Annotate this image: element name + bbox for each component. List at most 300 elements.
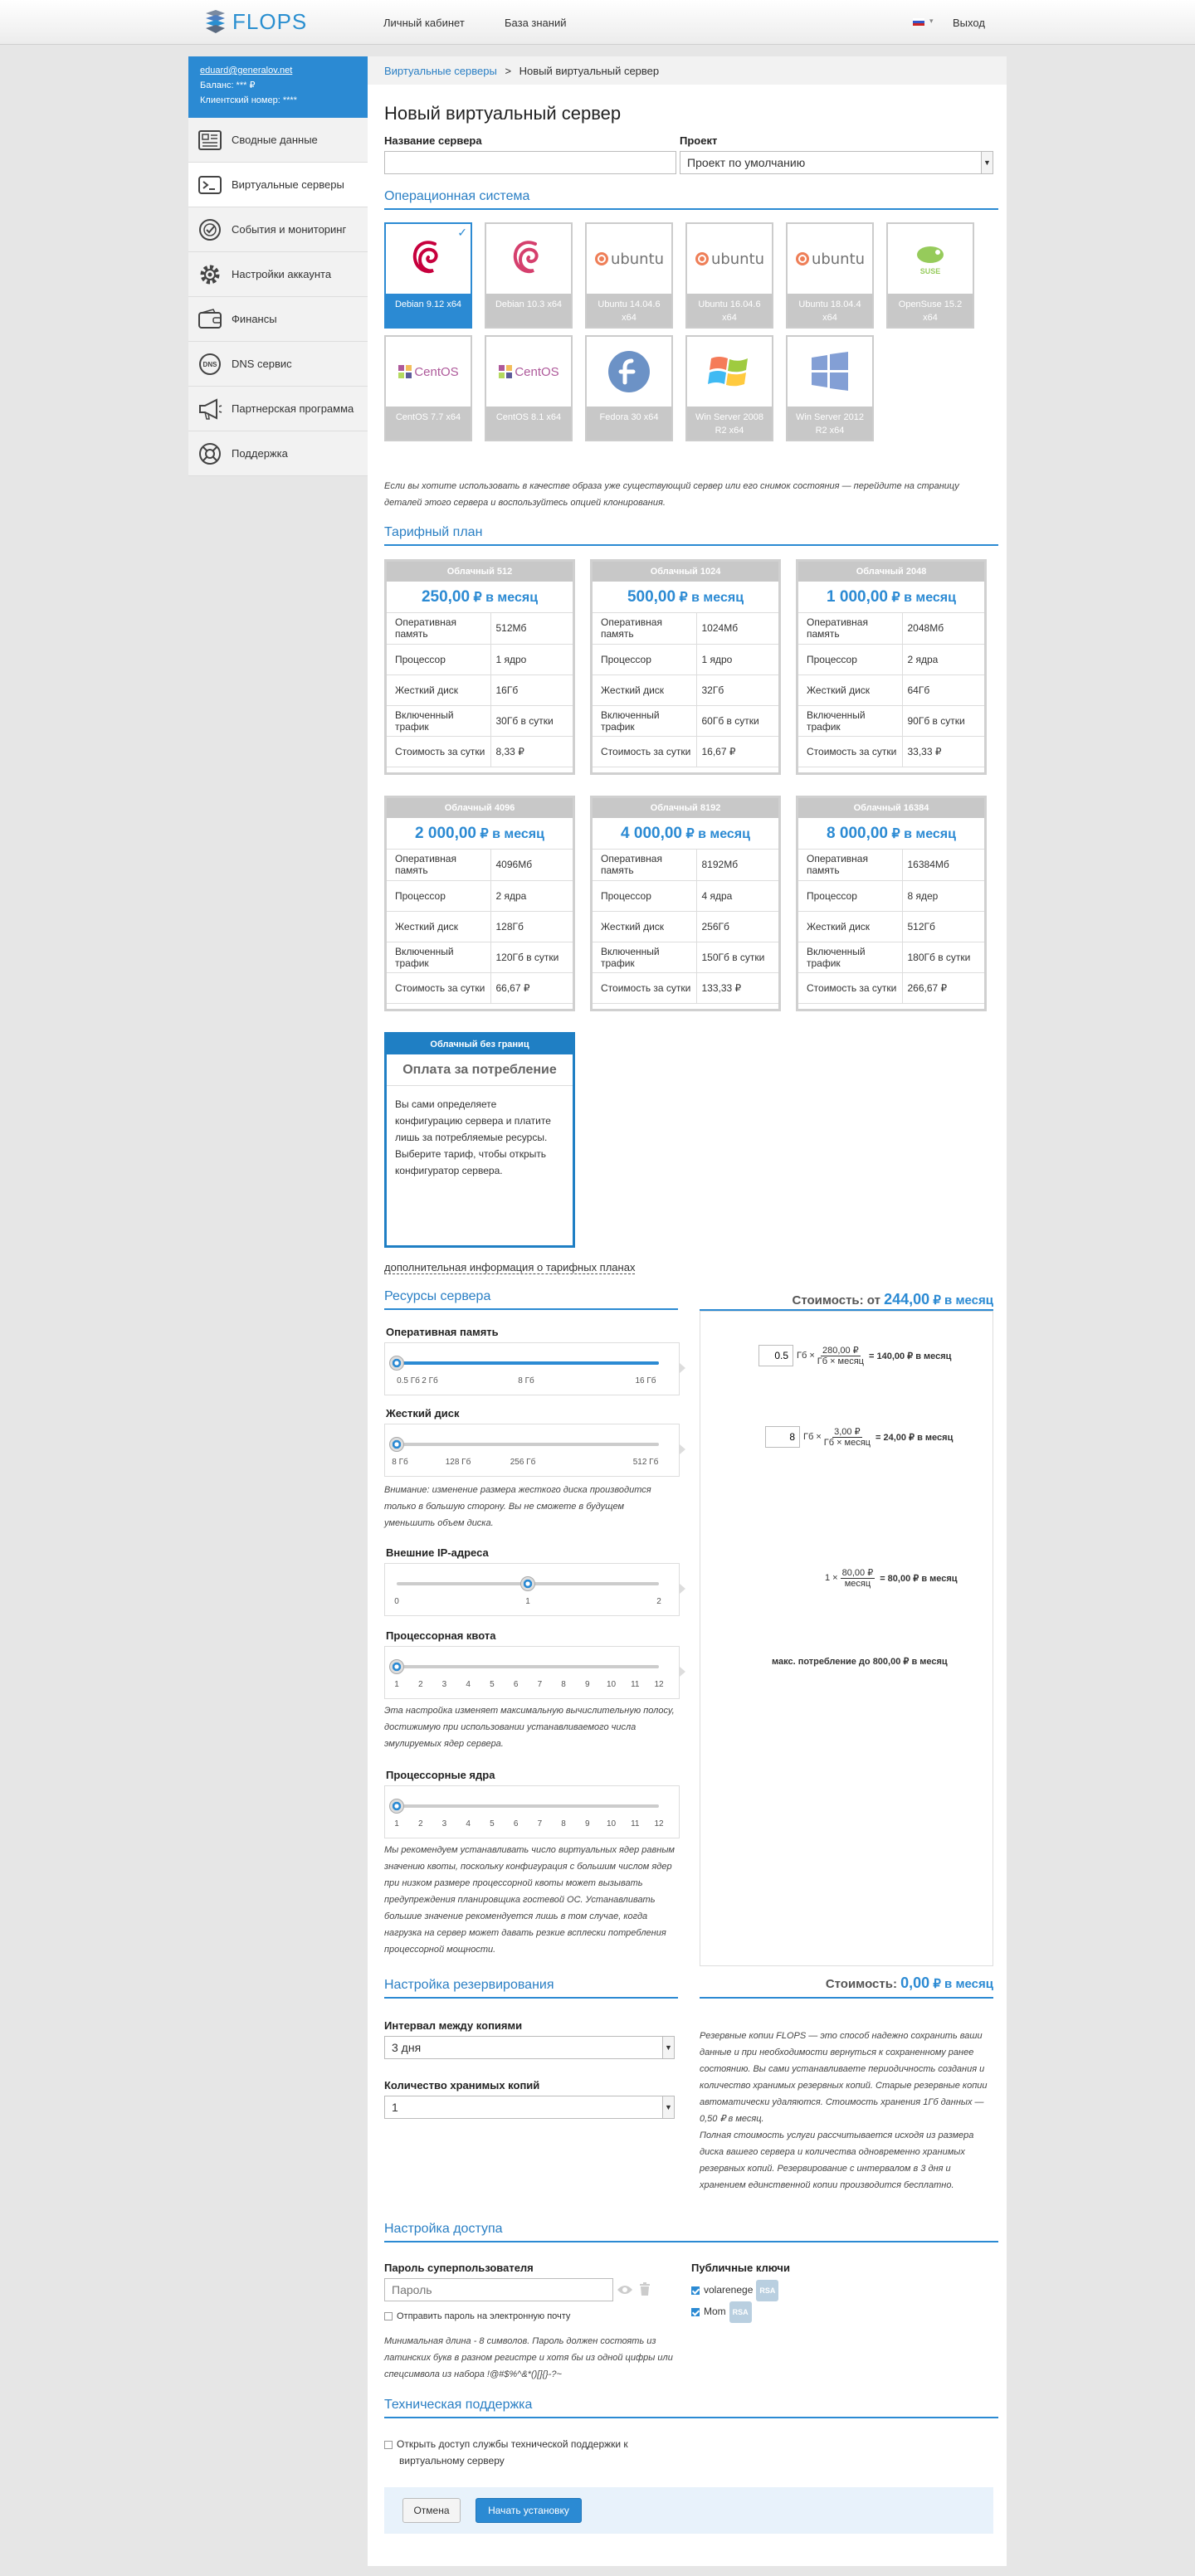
support-access-label: Открыть доступ службы технической поддержки к виртуальному серверу bbox=[397, 2438, 628, 2466]
plan-row-value: 30Гб в сутки bbox=[490, 705, 573, 736]
slider-tick-label: 6 bbox=[513, 1819, 519, 1829]
slider-tick-label: 9 bbox=[585, 1680, 590, 1689]
user-email[interactable]: eduard@generalov.net bbox=[200, 66, 293, 75]
plan-row-value: 33,33 ₽ bbox=[902, 736, 984, 767]
public-keys-label: Публичные ключи bbox=[691, 2262, 790, 2274]
resources-cost-suffix: ₽ в месяц bbox=[929, 1293, 993, 1307]
ubuntu-icon: ubuntu bbox=[788, 224, 872, 294]
sidebar-item-finance[interactable] bbox=[188, 297, 368, 342]
logo[interactable] bbox=[202, 8, 307, 35]
backup-info-2: Полная стоимость услуги рассчитывается исходя из размера диска вашего сервера и количества одновременно хранимых резервных копий. Резервирование с интервалом в 3 дня и хранением единственной копии производится бесплатно. bbox=[700, 2130, 974, 2190]
sidebar-item-dashboard[interactable] bbox=[188, 118, 368, 163]
plan-row-label: Жесткий диск bbox=[593, 674, 696, 705]
os-option[interactable] bbox=[384, 222, 472, 329]
dns-icon bbox=[197, 351, 223, 377]
centos-icon: CentOS bbox=[386, 337, 471, 407]
plan-row bbox=[387, 705, 573, 736]
email-password-checkbox[interactable] bbox=[384, 2311, 570, 2321]
nav-account[interactable]: Личный кабинет bbox=[383, 17, 465, 29]
top-bar bbox=[0, 0, 1195, 45]
plan-row bbox=[798, 911, 984, 942]
disk-slider-handle[interactable] bbox=[389, 1437, 404, 1452]
plan-row-label: Процессор bbox=[387, 880, 490, 911]
server-name-input[interactable] bbox=[384, 151, 676, 174]
os-option-label: Ubuntu 14.04.6 x64 bbox=[587, 294, 671, 327]
plan-row-value: 120Гб в сутки bbox=[490, 942, 573, 972]
windows-icon bbox=[788, 337, 872, 407]
opensuse-icon: SUSE bbox=[888, 224, 973, 294]
form-actions bbox=[384, 2487, 993, 2534]
slider-tick-label: 128 Гб bbox=[445, 1458, 471, 1467]
plans-section-title: Тарифный план bbox=[384, 525, 998, 546]
plan-row-value: 4 ядра bbox=[696, 880, 778, 911]
chevron-down-icon: ▼ bbox=[662, 2096, 674, 2118]
ram-calc bbox=[758, 1345, 951, 1366]
breadcrumb-parent[interactable]: Виртуальные серверы bbox=[384, 65, 497, 77]
slider-tick-label: 1 bbox=[525, 1597, 530, 1606]
nav-knowledge-base[interactable]: База знаний bbox=[505, 17, 567, 29]
chevron-down-icon: ▼ bbox=[662, 2037, 674, 2058]
sidebar-item-account-settings[interactable] bbox=[188, 252, 368, 297]
svg-text:DNS: DNS bbox=[202, 360, 217, 368]
plan-row-value: 256Гб bbox=[696, 911, 778, 942]
slider-tick-label: 512 Гб bbox=[632, 1458, 659, 1467]
plan-row bbox=[387, 942, 573, 972]
plan-row bbox=[593, 942, 778, 972]
plan-card[interactable] bbox=[384, 559, 575, 775]
sidebar-item-partners[interactable] bbox=[188, 387, 368, 431]
resources-section-title: Ресурсы сервера bbox=[384, 1289, 678, 1310]
plan-row-label: Процессор bbox=[593, 644, 696, 674]
plan-row-value: 512Мб bbox=[490, 613, 573, 644]
slider-tick-label: 256 Гб bbox=[510, 1458, 536, 1467]
plan-row-label: Жесткий диск bbox=[593, 911, 696, 942]
ip-calc-price: 80,00 ₽ bbox=[841, 1568, 874, 1578]
dashboard-icon bbox=[197, 127, 223, 153]
key-type-badge: RSA bbox=[756, 2280, 778, 2301]
plan-row-value: 66,67 ₽ bbox=[490, 972, 573, 1003]
sidebar-item-label: Партнерская программа bbox=[232, 402, 354, 415]
ram-label: Оперативная память bbox=[386, 1326, 499, 1338]
plan-row-label: Включенный трафик bbox=[593, 705, 696, 736]
slider-tick-label: 3 bbox=[441, 1680, 447, 1689]
plan-row-label: Стоимость за сутки bbox=[387, 972, 490, 1003]
project-select-value: Проект по умолчанию bbox=[687, 156, 806, 169]
clone-note: Если вы хотите использовать в качестве образа уже существующий сервер или его снимок состояния — перейдите на страницу деталей этого сервера и воспользуйтесь опцией клонирования. bbox=[384, 481, 959, 508]
plan-row-label: Включенный трафик bbox=[798, 705, 902, 736]
disk-calc bbox=[765, 1426, 953, 1448]
slider-tick-label: 8 Гб bbox=[518, 1376, 534, 1385]
quota-slider[interactable] bbox=[384, 1646, 680, 1699]
slider-tick-label: 8 bbox=[561, 1819, 566, 1829]
disk-calc-unit: Гб × bbox=[803, 1432, 822, 1442]
checkbox-checked-icon[interactable] bbox=[691, 2308, 700, 2316]
ip-calc-prefix: 1 × bbox=[825, 1573, 838, 1583]
backup-section-title: Настройка резервирования bbox=[384, 1978, 678, 1999]
checkbox-checked-icon[interactable] bbox=[691, 2286, 700, 2295]
plan-row-label: Стоимость за сутки bbox=[593, 972, 696, 1003]
plan-row-value: 1 ядро bbox=[696, 644, 778, 674]
plan-price: 4 000,00 ₽ в месяц bbox=[593, 818, 778, 850]
project-label: Проект bbox=[680, 134, 718, 147]
plan-row-value: 16384Мб bbox=[902, 850, 984, 880]
sidebar-item-label: Финансы bbox=[232, 313, 277, 325]
backup-count-label: Количество хранимых копий bbox=[384, 2079, 540, 2091]
os-option-label: Debian 9.12 x64 bbox=[386, 294, 471, 327]
key-type-badge: RSA bbox=[729, 2301, 752, 2323]
plan-row-label: Включенный трафик bbox=[593, 942, 696, 972]
plan-row-value: 8 ядер bbox=[902, 880, 984, 911]
slider-tick-label: 8 bbox=[561, 1680, 566, 1689]
plan-row-label: Стоимость за сутки bbox=[593, 736, 696, 767]
slider-tick-label: 11 bbox=[631, 1819, 640, 1829]
plan-row bbox=[798, 880, 984, 911]
ram-slider-fill bbox=[397, 1361, 659, 1365]
disk-note: Внимание: изменение размера жесткого диска производится только в большую сторону. Вы не сможете в будущем уменьшить объем диска. bbox=[384, 1485, 651, 1528]
language-flag-icon[interactable] bbox=[913, 18, 924, 26]
ram-slider-handle[interactable] bbox=[389, 1356, 404, 1371]
cores-slider[interactable] bbox=[384, 1785, 680, 1838]
plan-name: Облачный 2048 bbox=[798, 562, 984, 582]
sidebar-item-label: События и мониторинг bbox=[232, 223, 347, 236]
os-option[interactable] bbox=[384, 335, 472, 441]
plan-row-label: Процессор bbox=[798, 644, 902, 674]
plan-row-value: 60Гб в сутки bbox=[696, 705, 778, 736]
os-option-label: Win Server 2008 R2 x64 bbox=[687, 407, 772, 440]
sidebar-item-servers[interactable] bbox=[188, 163, 368, 207]
terminal-icon bbox=[197, 172, 223, 198]
cost-calculator bbox=[700, 1311, 993, 1966]
centos-icon: CentOS bbox=[486, 337, 571, 407]
plan-card-unlimited[interactable] bbox=[384, 1032, 575, 1248]
backup-interval-label: Интервал между копиями bbox=[384, 2019, 523, 2032]
slider-tick-label: 5 bbox=[490, 1819, 495, 1829]
plan-row bbox=[387, 911, 573, 942]
slider-tick-label: 1 bbox=[394, 1819, 399, 1829]
plan-row-label: Оперативная память bbox=[387, 850, 490, 880]
support-section-title: Техническая поддержка bbox=[384, 2398, 998, 2418]
password-label: Пароль суперпользователя bbox=[384, 2262, 534, 2274]
plan-row-value: 150Гб в сутки bbox=[696, 942, 778, 972]
os-option-label: Debian 10.3 x64 bbox=[486, 294, 571, 327]
os-option[interactable] bbox=[485, 335, 573, 441]
plan-row bbox=[798, 942, 984, 972]
plan-row-value: 8,33 ₽ bbox=[490, 736, 573, 767]
plan-row-label: Оперативная память bbox=[798, 613, 902, 644]
slider-tick-label: 1 bbox=[394, 1680, 399, 1689]
plan-row bbox=[798, 613, 984, 644]
checkbox-icon[interactable] bbox=[384, 2441, 393, 2449]
ram-value-input[interactable] bbox=[758, 1345, 793, 1366]
resources-cost-value: 244,00 bbox=[884, 1291, 930, 1307]
plan-card[interactable] bbox=[590, 796, 781, 1011]
debian-icon bbox=[486, 224, 571, 294]
ip-calc bbox=[825, 1567, 958, 1589]
client-number: Клиентский номер: **** bbox=[200, 95, 297, 105]
plan-card[interactable] bbox=[796, 796, 987, 1011]
plan-card[interactable] bbox=[384, 796, 575, 1011]
plan-row bbox=[593, 674, 778, 705]
ubuntu-icon: ubuntu bbox=[687, 224, 772, 294]
ram-calc-result: = 140,00 ₽ в месяц bbox=[868, 1351, 952, 1361]
plan-price: 8 000,00 ₽ в месяц bbox=[798, 818, 984, 850]
os-option-label: Win Server 2012 R2 x64 bbox=[788, 407, 872, 440]
plan-row bbox=[593, 613, 778, 644]
slider-tick-label: 12 bbox=[654, 1680, 664, 1689]
public-keys-list bbox=[691, 2280, 778, 2323]
plan-row bbox=[593, 705, 778, 736]
plan-row-value: 4096Мб bbox=[490, 850, 573, 880]
plan-row-value: 512Гб bbox=[902, 911, 984, 942]
main-content bbox=[368, 56, 1007, 2566]
slider-tick-label: 7 bbox=[537, 1819, 543, 1829]
plan-card[interactable] bbox=[590, 559, 781, 775]
slider-tick-label: 9 bbox=[585, 1819, 590, 1829]
os-option-label: CentOS 8.1 x64 bbox=[486, 407, 571, 440]
plan-row-label: Процессор bbox=[593, 880, 696, 911]
slider-tick-label: 10 bbox=[606, 1819, 617, 1829]
plan-row-value: 1024Мб bbox=[696, 613, 778, 644]
server-name-label: Название сервера bbox=[384, 134, 482, 147]
plan-row-value: 32Гб bbox=[696, 674, 778, 705]
quota-note: Эта настройка изменяет максимальную вычислительную полосу, достижимую при использовании устанавливаемого числа эмулируемых ядер сервера. bbox=[384, 1706, 675, 1749]
plan-name: Облачный 512 bbox=[387, 562, 573, 582]
sidebar-item-support[interactable] bbox=[188, 431, 368, 476]
eye-icon[interactable] bbox=[617, 2283, 633, 2299]
slider-tick-label: 7 bbox=[537, 1680, 543, 1689]
resources-cost bbox=[766, 1291, 993, 1308]
slider-tick-label: 2 bbox=[417, 1819, 423, 1829]
sidebar-item-label: Настройки аккаунта bbox=[232, 268, 332, 280]
plan-row bbox=[593, 736, 778, 767]
sidebar bbox=[188, 56, 368, 476]
fedora-icon bbox=[587, 337, 671, 407]
ram-calc-per: Гб × месяц bbox=[817, 1356, 864, 1366]
plan-row-label: Процессор bbox=[798, 880, 902, 911]
backup-cost-value: 0,00 bbox=[900, 1975, 930, 1991]
slider-tick-label: 0 bbox=[394, 1597, 399, 1606]
plan-row bbox=[387, 850, 573, 880]
cancel-button[interactable]: Отмена bbox=[402, 2498, 461, 2523]
support-access-checkbox[interactable] bbox=[384, 2436, 666, 2469]
plan-row bbox=[593, 644, 778, 674]
resources-cost-prefix: Стоимость: от bbox=[792, 1293, 885, 1307]
plan-row-value: 2 ядра bbox=[490, 880, 573, 911]
plan-row-label: Оперативная память bbox=[593, 613, 696, 644]
ram-slider[interactable] bbox=[384, 1342, 680, 1395]
backup-cost-suffix: ₽ в месяц bbox=[929, 1977, 993, 1991]
plan-row-label: Жесткий диск bbox=[798, 911, 902, 942]
plan-row bbox=[798, 705, 984, 736]
plan-row-value: 128Гб bbox=[490, 911, 573, 942]
breadcrumb bbox=[368, 56, 1007, 85]
os-option-label: Fedora 30 x64 bbox=[587, 407, 671, 440]
plan-row bbox=[387, 972, 573, 1003]
plan-name: Облачный 1024 bbox=[593, 562, 778, 582]
plan-row-value: 2048Мб bbox=[902, 613, 984, 644]
plan-row-label: Жесткий диск bbox=[387, 674, 490, 705]
sidebar-item-label: Виртуальные серверы bbox=[232, 178, 344, 191]
os-option-label: Ubuntu 16.04.6 x64 bbox=[687, 294, 772, 327]
slider-tick-label: 5 bbox=[490, 1680, 495, 1689]
password-input[interactable] bbox=[384, 2278, 613, 2301]
ip-calc-per: месяц bbox=[844, 1579, 871, 1589]
plan-row-value: 180Гб в сутки bbox=[902, 942, 984, 972]
plan-row bbox=[387, 736, 573, 767]
slider-tick-label: 12 bbox=[654, 1819, 664, 1829]
ip-slider[interactable] bbox=[384, 1563, 680, 1616]
backup-count-select[interactable] bbox=[384, 2096, 675, 2119]
sidebar-item-label: Поддержка bbox=[232, 447, 288, 460]
os-option[interactable] bbox=[585, 222, 673, 329]
sidebar-item-label: DNS сервис bbox=[232, 358, 292, 370]
checkbox-icon[interactable] bbox=[384, 2312, 393, 2320]
plan-row bbox=[387, 674, 573, 705]
plan-row-value: 64Гб bbox=[902, 674, 984, 705]
slider-tick-label: 10 bbox=[606, 1680, 617, 1689]
os-option[interactable] bbox=[585, 335, 673, 441]
plan-row-label: Оперативная память bbox=[593, 850, 696, 880]
plan-row bbox=[387, 613, 573, 644]
windows-old-icon bbox=[687, 337, 772, 407]
plan-row-value: 266,67 ₽ bbox=[902, 972, 984, 1003]
gear-icon bbox=[197, 261, 223, 288]
plan-row-label: Оперативная память bbox=[387, 613, 490, 644]
plan-row bbox=[798, 972, 984, 1003]
plan-row-value: 133,33 ₽ bbox=[696, 972, 778, 1003]
lifebuoy-icon bbox=[197, 441, 223, 467]
os-option[interactable] bbox=[685, 335, 773, 441]
plan-row-label: Процессор bbox=[387, 644, 490, 674]
os-option[interactable] bbox=[685, 222, 773, 329]
disk-calc-result: = 24,00 ₽ в месяц bbox=[875, 1432, 954, 1443]
ip-calc-result: = 80,00 ₽ в месяц bbox=[880, 1573, 958, 1584]
user-balance: Баланс: *** ₽ bbox=[200, 80, 256, 90]
plan-price: 500,00 ₽ в месяц bbox=[593, 582, 778, 613]
sidebar-item-monitoring[interactable] bbox=[188, 207, 368, 252]
public-key-item[interactable] bbox=[691, 2301, 778, 2323]
slider-tick-label: 2 bbox=[656, 1597, 661, 1606]
os-option[interactable] bbox=[786, 335, 874, 441]
plan-row-label: Стоимость за сутки bbox=[798, 736, 902, 767]
disk-calc-per: Гб × месяц bbox=[823, 1438, 871, 1448]
ram-calc-price: 280,00 ₽ bbox=[822, 1346, 859, 1356]
slider-tick-label: 2 bbox=[417, 1680, 423, 1689]
plan-row-label: Стоимость за сутки bbox=[387, 736, 490, 767]
sidebar-item-dns[interactable] bbox=[188, 342, 368, 387]
plan-row-value: 8192Мб bbox=[696, 850, 778, 880]
plan-row bbox=[798, 850, 984, 880]
plan-row-value: 16,67 ₽ bbox=[696, 736, 778, 767]
plan-row bbox=[798, 674, 984, 705]
os-option-label: OpenSuse 15.2 x64 bbox=[888, 294, 973, 327]
plan-row-value: 16Гб bbox=[490, 674, 573, 705]
quota-slider-handle[interactable] bbox=[389, 1659, 404, 1674]
plan-name: Облачный 16384 bbox=[798, 798, 984, 818]
plan-row bbox=[593, 911, 778, 942]
os-option-label: CentOS 7.7 x64 bbox=[386, 407, 471, 440]
password-note: Минимальная длина - 8 символов. Пароль должен состоять из латинских букв в разном регистре и хотя бы из одной цифры или спецсимвола из набора !@#$%^&*()[]{}-?~ bbox=[384, 2336, 673, 2379]
chevron-down-icon[interactable]: ▾ bbox=[929, 17, 934, 25]
os-option[interactable] bbox=[886, 222, 974, 329]
plans-info-link[interactable]: дополнительная информация о тарифных планах bbox=[384, 1261, 636, 1273]
cores-slider-handle[interactable] bbox=[389, 1799, 404, 1814]
backup-interval-value: 3 дня bbox=[392, 2041, 422, 2054]
plan-name: Облачный 4096 bbox=[387, 798, 573, 818]
public-key-name: Mom bbox=[704, 2306, 726, 2317]
disk-slider[interactable] bbox=[384, 1424, 680, 1477]
slider-tick-label: 8 Гб bbox=[392, 1458, 408, 1467]
trash-icon[interactable] bbox=[638, 2281, 651, 2299]
backup-count-value: 1 bbox=[392, 2101, 398, 2114]
logo-text: FLOPS bbox=[232, 8, 308, 34]
plan-row bbox=[387, 880, 573, 911]
quota-label: Процессорная квота bbox=[386, 1629, 496, 1642]
plan-price: 1 000,00 ₽ в месяц bbox=[798, 582, 984, 613]
public-key-name: volarenege bbox=[704, 2284, 754, 2296]
os-option[interactable] bbox=[786, 222, 874, 329]
public-key-item[interactable] bbox=[691, 2280, 778, 2301]
megaphone-icon bbox=[197, 396, 223, 422]
plan-description: Вы сами определяете конфигурацию сервера и платите лишь за потребляемые ресурсы. Выберите тариф, чтобы открыть конфигуратор сервера. bbox=[395, 1098, 551, 1176]
backup-cost-prefix: Стоимость: bbox=[825, 1977, 901, 1991]
cores-label: Процессорные ядра bbox=[386, 1769, 495, 1781]
os-option[interactable] bbox=[485, 222, 573, 329]
backup-interval-select[interactable] bbox=[384, 2036, 675, 2059]
email-password-label: Отправить пароль на электронную почту bbox=[397, 2311, 571, 2321]
plan-row-label: Включенный трафик bbox=[387, 705, 490, 736]
slider-tick-label: 0.5 Гб bbox=[397, 1376, 420, 1385]
disk-calc-price: 3,00 ₽ bbox=[834, 1427, 861, 1437]
project-select[interactable] bbox=[680, 151, 993, 174]
checkmark-icon: ✓ bbox=[457, 226, 467, 239]
backup-info bbox=[700, 2028, 993, 2194]
slider-tick-label: 3 bbox=[441, 1819, 447, 1829]
ram-calc-unit: Гб × bbox=[797, 1351, 815, 1361]
disk-value-input[interactable] bbox=[765, 1426, 800, 1448]
plan-row bbox=[593, 850, 778, 880]
slider-tick-label: 4 bbox=[466, 1680, 471, 1689]
plan-row-label: Стоимость за сутки bbox=[798, 972, 902, 1003]
plan-price: 250,00 ₽ в месяц bbox=[387, 582, 573, 613]
start-install-button[interactable]: Начать установку bbox=[476, 2498, 582, 2523]
breadcrumb-separator: > bbox=[505, 65, 512, 77]
user-box bbox=[188, 56, 368, 118]
plan-row-label: Включенный трафик bbox=[387, 942, 490, 972]
breadcrumb-current: Новый виртуальный сервер bbox=[519, 65, 660, 77]
plan-name: Облачный 8192 bbox=[593, 798, 778, 818]
plan-card[interactable] bbox=[796, 559, 987, 775]
plan-row bbox=[798, 644, 984, 674]
backup-info-1: Резервные копии FLOPS — это способ надежно сохранить ваши данные и при необходимости вернуться к сохраненному ранее состоянию. Вы сами устанавливаете периодичность создания и количество хранимых резервных копий. Старые резервные копии автоматически удаляются. Стоимость хранения 1Гб данных — 0,50 ₽ в месяц. bbox=[700, 2031, 988, 2124]
ip-label: Внешние IP-адреса bbox=[386, 1546, 489, 1559]
plan-row bbox=[387, 644, 573, 674]
plan-price: 2 000,00 ₽ в месяц bbox=[387, 818, 573, 850]
quota-calc: макс. потребление до 800,00 ₽ в месяц bbox=[772, 1657, 948, 1667]
ip-slider-handle[interactable] bbox=[520, 1576, 535, 1591]
os-section-title: Операционная система bbox=[384, 189, 998, 210]
plan-row bbox=[593, 880, 778, 911]
slider-tick-label: 16 Гб bbox=[635, 1376, 656, 1385]
chevron-down-icon: ▼ bbox=[981, 152, 993, 173]
wallet-icon bbox=[197, 306, 223, 333]
logout-link[interactable]: Выход bbox=[953, 17, 985, 29]
plan-row bbox=[798, 736, 984, 767]
plan-row-value: 90Гб в сутки bbox=[902, 705, 984, 736]
plan-row-label: Жесткий диск bbox=[798, 674, 902, 705]
logo-icon bbox=[202, 8, 227, 35]
plan-row bbox=[593, 972, 778, 1003]
